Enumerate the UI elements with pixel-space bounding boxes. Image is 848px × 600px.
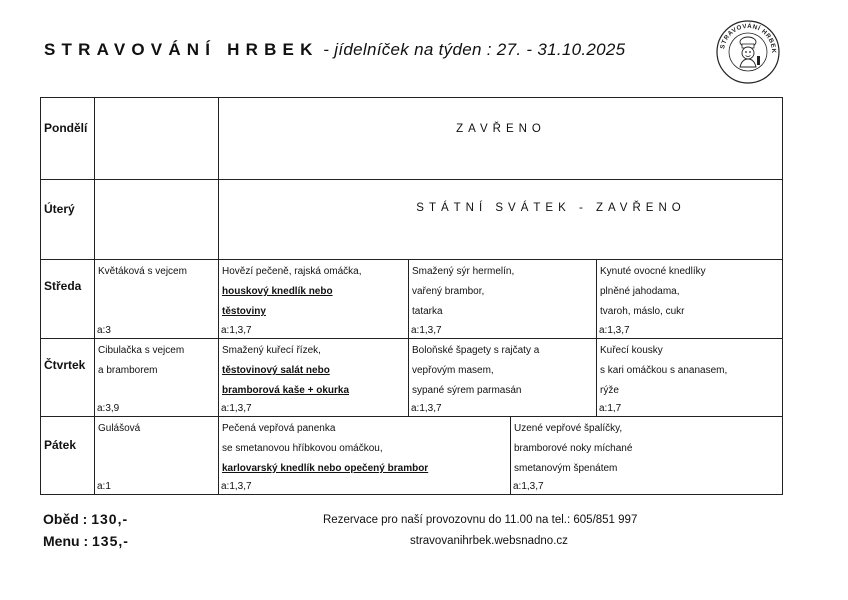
soup-name: Květáková s vejcem [98, 266, 187, 277]
menu-week-subtitle: - jídelníček na týden : 27. - 31.10.2025 [323, 40, 626, 59]
menu-price-row [43, 533, 129, 549]
meal-cell-thursday-2 [409, 339, 597, 417]
meal-side-option: karlovarský knedlík nebo opečený brambor [222, 463, 429, 474]
page-title [44, 40, 625, 60]
lunch-price-row [43, 511, 128, 527]
meal-cell-wednesday-2 [409, 260, 597, 339]
meal-side-option: těstovinový salát nebo [222, 365, 330, 376]
allergen-info: a:1,3,7 [411, 325, 442, 336]
meal-line: Smažený kuřecí řízek, [222, 345, 321, 356]
soup-cell-monday [95, 98, 219, 180]
allergen-info: a:1,3,7 [221, 481, 252, 492]
closed-note-tuesday: STÁTNÍ SVÁTEK - ZAVŘENO [416, 202, 686, 214]
website-link[interactable]: stravovanihrbek.websnadno.cz [410, 535, 568, 547]
meal-cell-friday-1 [219, 417, 511, 494]
day-cell-friday [41, 417, 95, 494]
meal-cell-monday [219, 98, 782, 180]
menu-price-label: Menu : [43, 533, 89, 549]
meal-line: plněné jahodama, [600, 286, 680, 297]
soup-cell-wednesday [95, 260, 219, 339]
day-cell-wednesday [41, 260, 95, 339]
allergen-info: a:1,3,7 [599, 325, 630, 336]
allergen-info: a:1,3,7 [513, 481, 544, 492]
meal-cell-thursday-3 [597, 339, 782, 417]
closed-note-monday: ZAVŘENO [456, 123, 546, 135]
meal-line: tatarka [412, 306, 443, 317]
meal-line: Hovězí pečeně, rajská omáčka, [222, 266, 362, 277]
meal-line: se smetanovou hříbkovou omáčkou, [222, 443, 383, 454]
meal-line: vepřovým masem, [412, 365, 494, 376]
allergen-info: a:1,3,7 [411, 403, 442, 414]
meal-line: Boloňské špagety s rajčaty a [412, 345, 540, 356]
allergen-info: a:1,7 [599, 403, 622, 414]
allergen-info: a:1,3,7 [221, 325, 252, 336]
meal-cell-thursday-1 [219, 339, 409, 417]
logo-ring-text: STRAVOVÁNÍ HRBEK [719, 22, 778, 54]
soup-cell-friday [95, 417, 219, 494]
lunch-price-label: Oběd : [43, 511, 88, 527]
soup-name: a bramborem [98, 365, 158, 376]
soup-cell-thursday [95, 339, 219, 417]
allergen-info: a:1,3,7 [221, 403, 252, 414]
day-label-tuesday: Úterý [44, 202, 75, 216]
chef-logo-icon [716, 20, 780, 84]
soup-name: Gulášová [98, 423, 141, 434]
soup-cell-tuesday [95, 180, 219, 260]
allergen-info: a:1 [97, 481, 111, 492]
meal-side-option: těstoviny [222, 306, 266, 317]
meal-cell-tuesday [219, 180, 782, 260]
day-cell-tuesday [41, 180, 95, 260]
meal-line: Uzené vepřové špalíčky, [514, 423, 623, 434]
reservation-info: Rezervace pro naší provozovnu do 11.00 na tel.: 605/851 997 [323, 514, 638, 526]
day-label-wednesday: Středa [44, 279, 82, 293]
allergen-info: a:3,9 [97, 403, 120, 414]
brand-name: STRAVOVÁNÍ HRBEK [44, 40, 319, 59]
meal-line: Kuřecí kousky [600, 345, 663, 356]
meal-line: Kynuté ovocné knedlíky [600, 266, 706, 277]
day-label-friday: Pátek [44, 438, 77, 452]
day-label-monday: Pondělí [44, 121, 88, 135]
menu-price-value: 135,- [92, 533, 129, 549]
meal-cell-wednesday-1 [219, 260, 409, 339]
meal-cell-wednesday-3 [597, 260, 782, 339]
lunch-price-value: 130,- [91, 511, 129, 527]
meal-line: s kari omáčkou s ananasem, [600, 365, 728, 376]
meal-line: smetanovým špenátem [514, 463, 618, 474]
soup-name: Cibulačka s vejcem [98, 345, 185, 356]
meal-line: tvaroh, máslo, cukr [600, 306, 685, 317]
meal-side-option: bramborová kaše + okurka [222, 385, 350, 396]
meal-line: Pečená vepřová panenka [222, 423, 336, 434]
meal-line: vařený brambor, [412, 286, 485, 297]
allergen-info: a:3 [97, 325, 111, 336]
day-label-thursday: Čtvrtek [44, 358, 86, 372]
meal-cell-friday-2 [511, 417, 782, 494]
meal-line: rýže [600, 385, 619, 396]
menu-table [40, 97, 783, 495]
day-cell-thursday [41, 339, 95, 417]
meal-line: Smažený sýr hermelín, [412, 266, 515, 277]
meal-side-option: houskový knedlík nebo [222, 286, 333, 297]
day-cell-monday [41, 98, 95, 180]
meal-line: bramborové noky míchané [514, 443, 633, 454]
meal-line: sypané sýrem parmasán [412, 385, 522, 396]
